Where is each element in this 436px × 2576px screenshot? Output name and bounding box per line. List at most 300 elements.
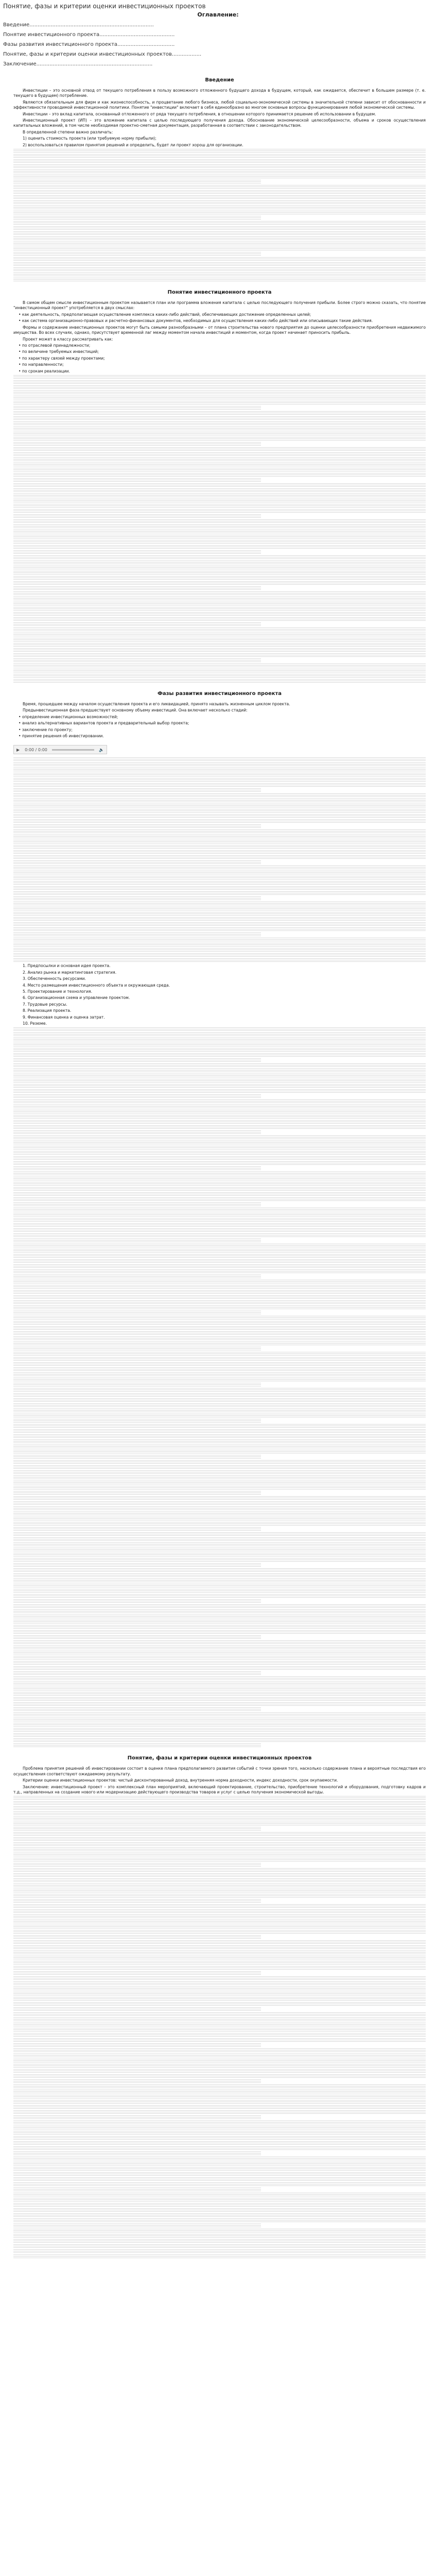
text-line (13, 1630, 426, 1634)
text-line (13, 483, 426, 487)
text-line (13, 1439, 426, 1443)
paragraph: Инвестиции – это основной отвод от текущего потребления в пользу возможного отложенного будущего дохода в будущем, который, как ожидается, обеспечит в большем размере (т. е. текущего в будущем) потребление. (13, 88, 426, 98)
text-line (13, 1481, 426, 1484)
text-line (13, 1383, 261, 1386)
text-line (13, 2038, 426, 2042)
audio-player[interactable] (13, 745, 107, 754)
text-line (13, 2255, 426, 2258)
text-line (13, 2126, 426, 2129)
text-line (13, 1239, 261, 1242)
text-line (13, 2033, 426, 2037)
text-line (13, 1935, 261, 1939)
paragraph: • по отраслевой принадлежности; (19, 343, 91, 348)
text-line (13, 1987, 426, 1990)
text-line (13, 1269, 426, 1273)
criteria-filler (13, 1796, 426, 2258)
text-line (13, 1409, 426, 1412)
text-line (13, 1280, 426, 1283)
text-line (13, 773, 426, 776)
text-line (13, 416, 426, 420)
text-line (13, 1166, 261, 1170)
text-line (13, 876, 426, 879)
text-line (13, 1651, 426, 1654)
text-line (13, 669, 426, 672)
phases-section (13, 702, 426, 739)
text-line (13, 674, 426, 677)
text-line (13, 1532, 426, 1536)
text-line (13, 1904, 426, 1908)
text-line (13, 612, 426, 616)
text-line (13, 2110, 426, 2114)
text-line (13, 1625, 426, 1629)
text-line (13, 190, 426, 194)
text-line (13, 1063, 426, 1067)
text-line (13, 1837, 426, 1841)
text-line (13, 1579, 426, 1582)
text-line (13, 571, 426, 574)
text-line (13, 1156, 426, 1160)
intro-filler (13, 149, 426, 281)
text-line (13, 871, 426, 874)
text-line (13, 922, 426, 926)
toc-item-intro[interactable]: Введение............................................................................ (3, 22, 154, 28)
text-line (13, 1522, 426, 1526)
text-line (13, 933, 261, 936)
text-line (13, 1403, 426, 1407)
text-line (13, 850, 426, 854)
paragraph: 6. Организационная схема и управление проектом. (23, 995, 130, 1001)
text-line (13, 1666, 426, 1670)
paragraph: 10. Резюме. (23, 1021, 47, 1026)
text-line (13, 1476, 426, 1479)
text-line (13, 509, 426, 513)
text-line (13, 2100, 426, 2104)
text-line (13, 1992, 426, 1995)
concept-heading: Понятие инвестиционного проекта (167, 290, 272, 296)
text-line (13, 783, 426, 787)
text-line (13, 597, 426, 600)
text-line (13, 1589, 426, 1592)
text-line (13, 535, 426, 538)
text-line (13, 2064, 426, 2067)
text-line (13, 380, 426, 384)
text-line (13, 1687, 426, 1690)
paragraph: Заключение: инвестиционный проект – это комплексный план мероприятий, включающий проектирование, строительство, приобретение технологий и оборудования, подготовку кадров и т.д., направленных на создание нового или модернизацию действующего производства товаров и услуг с целью получения экономической выгоды. (13, 1784, 426, 1795)
text-line (13, 1419, 261, 1422)
text-line (13, 2069, 426, 2073)
text-line (13, 881, 426, 885)
text-line (13, 1455, 261, 1459)
text-line (13, 1723, 426, 1726)
text-line (13, 1285, 426, 1289)
toc-heading: Оглавление: (197, 11, 239, 18)
text-line (13, 457, 426, 461)
text-line (13, 1202, 261, 1206)
text-line (13, 1367, 426, 1371)
text-line (13, 1378, 426, 1381)
text-line (13, 814, 426, 818)
text-line (13, 1920, 426, 1923)
text-line (13, 1208, 426, 1211)
text-line (13, 236, 426, 240)
toc-item-concept[interactable]: Понятие инвестиционного проекта.............................................. (3, 32, 175, 38)
text-line (13, 1894, 426, 1897)
text-line (13, 540, 426, 544)
text-line (13, 762, 426, 766)
text-line (13, 1352, 426, 1355)
text-line (13, 1718, 426, 1721)
text-line (13, 185, 426, 189)
text-line (13, 411, 426, 415)
text-line (13, 1058, 261, 1062)
text-line (13, 2074, 426, 2078)
text-line (13, 1702, 426, 1706)
text-line (13, 845, 426, 849)
text-line (13, 835, 426, 838)
text-line (13, 1048, 426, 1052)
text-line (13, 793, 426, 797)
paragraph: • как система организационно-правовых и расчетно-финансовых документов, необходимых для осуществления каких-либо действий или описывающих такие действия. (19, 318, 373, 324)
text-line (13, 1661, 426, 1665)
text-line (13, 494, 426, 497)
text-line (13, 757, 426, 761)
text-line (13, 1981, 426, 1985)
text-line (13, 1414, 426, 1417)
text-line (13, 1604, 426, 1608)
text-line (13, 1914, 426, 1918)
text-line (13, 2188, 261, 2191)
text-line (13, 273, 426, 276)
text-line (13, 1646, 426, 1649)
text-line (13, 1527, 261, 1531)
text-line (13, 576, 426, 580)
steps-filler (13, 1027, 426, 1747)
text-line (13, 555, 426, 559)
text-line (13, 1362, 426, 1366)
text-line (13, 1151, 426, 1155)
text-line (13, 2162, 426, 2165)
text-line (13, 396, 426, 399)
text-line (13, 912, 426, 916)
text-line (13, 442, 261, 446)
text-line (13, 2043, 261, 2047)
text-line (13, 1496, 426, 1500)
document-title: Понятие, фазы и критерии оценки инвестиционных проектов (3, 3, 206, 10)
text-line (13, 514, 261, 518)
text-line (13, 1105, 426, 1108)
volume-icon[interactable]: 🔈 (99, 747, 104, 752)
text-line (13, 1311, 261, 1314)
text-line (13, 2105, 426, 2109)
text-line (13, 860, 261, 864)
text-line (13, 2151, 261, 2155)
text-line (13, 1141, 426, 1144)
text-line (13, 902, 426, 905)
text-line (13, 1853, 426, 1856)
text-line (13, 1197, 426, 1201)
text-line (13, 432, 426, 435)
text-line (13, 2131, 426, 2134)
text-line (13, 907, 426, 910)
text-line (13, 1635, 261, 1639)
criteria-section (13, 1766, 426, 1795)
text-line (13, 2146, 426, 2150)
text-line (13, 2007, 261, 2011)
text-line (13, 840, 426, 843)
text-line (13, 2028, 426, 2031)
text-line (13, 164, 426, 168)
paragraph: 3. Обеспеченность ресурсами. (23, 976, 86, 981)
text-line (13, 633, 426, 636)
text-line (13, 1801, 426, 1805)
text-line (13, 896, 261, 900)
text-line (13, 1961, 426, 1964)
text-line (13, 2239, 426, 2243)
text-line (13, 267, 426, 271)
paragraph: 8. Реализация проекта. (23, 1008, 72, 1013)
player-time: 0:00 / 0:00 (25, 747, 47, 752)
toc-item-criteria[interactable]: Понятие, фазы и критерии оценки инвестиционных проектов.................. (3, 52, 202, 57)
text-line (13, 664, 426, 667)
text-line (13, 1940, 426, 1944)
text-line (13, 566, 426, 569)
play-icon[interactable]: ▶ (16, 747, 20, 752)
text-line (13, 2218, 426, 2222)
text-line (13, 1300, 426, 1304)
progress-bar[interactable] (52, 749, 94, 751)
text-line (13, 1290, 426, 1294)
text-line (13, 1429, 426, 1433)
text-line (13, 1548, 426, 1551)
text-line (13, 1161, 426, 1165)
text-line (13, 648, 426, 652)
text-line (13, 2090, 426, 2093)
text-line (13, 1084, 426, 1088)
paragraph: Формы и содержание инвестиционных проектов могут быть самыми разнообразными – от плана строительства нового предприятия до оценки целесообразности приобретения недвижимого имущества. Во всех случаях, однако, присутствует временной лаг между моментом начала инвестиций и моментом, когда проект начинает приносить прибыль. (13, 325, 426, 335)
text-line (13, 1858, 426, 1861)
text-line (13, 617, 426, 621)
text-line (13, 2095, 426, 2098)
text-line (13, 2213, 426, 2217)
text-line (13, 953, 426, 957)
text-line (13, 1053, 426, 1057)
text-line (13, 1182, 426, 1185)
paragraph: • по характеру связей между проектами; (19, 355, 105, 361)
text-line (13, 2172, 426, 2176)
paragraph: Проблема принятия решений об инвестировании состоит в оценке плана предполагаемого развития событий с точки зрения того, насколько содержание плана и вероятные последствия его осуществления соответствуют ожидаемому результату. (13, 1766, 426, 1776)
text-line (13, 1863, 261, 1867)
text-line (13, 247, 426, 250)
text-line (13, 607, 426, 611)
text-line (13, 943, 426, 946)
text-line (13, 1326, 426, 1330)
text-line (13, 1223, 426, 1227)
paragraph: 2) воспользоваться правилом принятия решений и определить, будет ли проект хорош для организации. (23, 142, 243, 147)
text-line (13, 1259, 426, 1263)
paragraph: • по величине требуемых инвестиций; (19, 349, 99, 354)
text-line (13, 149, 426, 152)
text-line (13, 938, 426, 941)
text-line (13, 1347, 261, 1350)
text-line (13, 226, 426, 230)
toc-item-phases[interactable]: Фазы развития инвестиционного проекта................................... (3, 42, 175, 47)
text-line (13, 1692, 426, 1696)
text-line (13, 1848, 426, 1851)
text-line (13, 1733, 426, 1737)
text-line (13, 200, 426, 204)
paragraph: Проект может в классу рассматривать как: (23, 336, 113, 342)
text-line (13, 2059, 426, 2062)
text-line (13, 891, 426, 895)
document-body (3, 77, 433, 2258)
text-line (13, 1172, 426, 1175)
text-line (13, 2136, 426, 2140)
paragraph: В самом общем смысле инвестиционным проектом называется план или программа вложения капитала с целью последующего получения прибыли. Более строго можно сказать, что понятие "инвестиционный проект" употребляется в двух смыслах: (13, 300, 426, 311)
text-line (13, 1115, 426, 1118)
text-line (13, 1130, 261, 1134)
text-line (13, 1110, 426, 1113)
text-line (13, 2182, 426, 2186)
text-line (13, 1450, 426, 1453)
text-line (13, 278, 426, 281)
text-line (13, 1321, 426, 1325)
paragraph: • заключение по проекту; (19, 727, 73, 732)
text-line (13, 804, 426, 807)
text-line (13, 252, 261, 256)
text-line (13, 1873, 426, 1877)
project-steps-list (13, 963, 426, 1026)
text-line (13, 421, 426, 425)
text-line (13, 1331, 426, 1335)
paragraph: Инвестиционный проект (ИП) – это вложение капитала с целью последующего получения дохода. Обоснование экономической целесообразности, объема и сроков осуществления капитальных вложений, в том числе необходимая проектно-сметная документация, разработанная в соответствии с законодательством. (13, 118, 426, 128)
text-line (13, 1233, 426, 1237)
text-line (13, 917, 426, 921)
text-line (13, 2177, 426, 2181)
text-line (13, 1465, 426, 1469)
text-line (13, 653, 426, 657)
text-line (13, 1079, 426, 1082)
text-line (13, 1899, 261, 1903)
text-line (13, 1460, 426, 1464)
text-line (13, 1125, 426, 1129)
text-line (13, 855, 426, 859)
text-line (13, 2249, 426, 2253)
text-line (13, 1889, 426, 1892)
text-line (13, 2198, 426, 2201)
text-line (13, 159, 426, 163)
text-line (13, 1697, 426, 1701)
text-line (13, 1470, 426, 1474)
text-line (13, 1336, 426, 1340)
toc-item-conclusion[interactable]: Заключение....................................................................... (3, 61, 153, 67)
text-line (13, 530, 426, 533)
text-line (13, 2224, 261, 2227)
text-line (13, 1997, 426, 2001)
text-line (13, 463, 426, 466)
text-line (13, 216, 261, 219)
text-line (13, 154, 426, 158)
text-line (13, 1249, 426, 1252)
text-line (13, 2234, 426, 2238)
text-line (13, 1543, 426, 1546)
text-line (13, 602, 426, 605)
text-line (13, 1738, 426, 1742)
text-line (13, 488, 426, 492)
text-line (13, 2203, 426, 2207)
paragraph: 9. Финансовая оценка и оценка затрат. (23, 1014, 105, 1020)
text-line (13, 1743, 261, 1747)
paragraph: Предынвестиционная фаза предшествует основному объему инвестиций. Она включает несколько стадий: (23, 708, 248, 713)
paragraph: • по направленности; (19, 362, 64, 367)
text-line (13, 1506, 426, 1510)
text-line (13, 170, 426, 173)
text-line (13, 206, 426, 209)
text-line (13, 385, 426, 389)
text-line (13, 591, 426, 595)
paragraph: • как деятельность, предполагающая осуществление комплекса каких-либо действий, обеспечивающих достижение определенных целей; (19, 312, 311, 317)
text-line (13, 581, 426, 585)
text-line (13, 1491, 261, 1495)
text-line (13, 679, 426, 683)
text-line (13, 2079, 261, 2083)
intro-heading: Введение (205, 77, 234, 83)
text-line (13, 658, 261, 662)
text-line (13, 550, 261, 554)
text-line (13, 437, 426, 440)
text-line (13, 768, 426, 771)
text-line (13, 504, 426, 507)
text-line (13, 927, 426, 931)
text-line (13, 2012, 426, 2016)
text-line (13, 545, 426, 549)
text-line (13, 958, 426, 962)
text-line (13, 948, 426, 952)
text-line (13, 1945, 426, 1949)
text-line (13, 1584, 426, 1587)
text-line (13, 866, 426, 869)
text-line (13, 1218, 426, 1222)
text-line (13, 1388, 426, 1392)
text-line (13, 180, 261, 183)
text-line (13, 1043, 426, 1046)
text-line (13, 1342, 426, 1345)
text-line (13, 1951, 426, 1954)
text-line (13, 799, 426, 802)
paragraph: Критерии оценки инвестиционных проектов: чистый дисконтированный доход, внутренняя норма доходности, индекс доходности, срок окупаемости. (23, 1778, 338, 1783)
text-line (13, 1832, 426, 1836)
criteria-heading: Понятие, фазы и критерии оценки инвестиционных проектов (127, 1755, 312, 1761)
text-line (13, 1177, 426, 1180)
text-line (13, 1393, 426, 1397)
text-line (13, 375, 426, 379)
paragraph: 7. Трудовые ресурсы. (23, 1002, 67, 1007)
paragraph: 1. Предпосылки и основная идея проекта. (23, 963, 111, 969)
text-line (13, 478, 261, 482)
text-line (13, 401, 426, 404)
text-line (13, 1878, 426, 1882)
text-line (13, 1563, 261, 1567)
text-line (13, 1796, 426, 1800)
text-line (13, 778, 426, 782)
text-line (13, 628, 426, 631)
text-line (13, 2121, 426, 2124)
text-line (13, 257, 426, 261)
text-line (13, 1094, 261, 1098)
text-line (13, 447, 426, 451)
text-line (13, 1501, 426, 1505)
concept-section (13, 300, 426, 374)
text-line (13, 1146, 426, 1149)
